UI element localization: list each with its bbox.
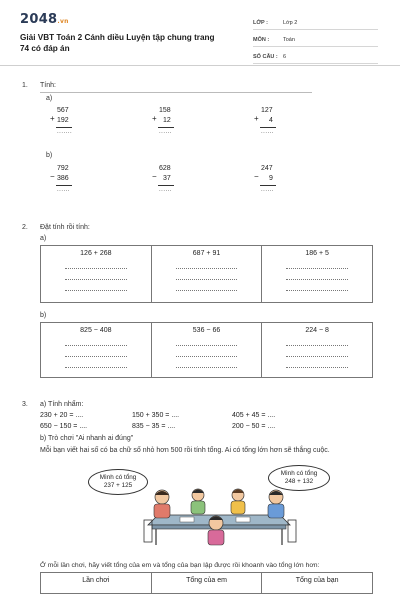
work-cell[interactable] [262, 246, 372, 302]
document-header [0, 0, 400, 66]
calc-operand-2: 192 [57, 117, 69, 124]
work-cell[interactable] [41, 246, 152, 302]
calc-line [158, 127, 174, 128]
calc-operand-2: 9 [269, 175, 273, 182]
calc-line [56, 185, 72, 186]
calc-answer-blank[interactable]: ...... [159, 187, 173, 193]
cell-expression: 687 + 91 [192, 250, 221, 257]
bubble-text: Mình có tổng [280, 470, 318, 477]
logo-suffix: .vn [57, 18, 69, 25]
table-instruction: Ở mỗi lần chơi, hãy viết tổng của em và tổng của bạn lập được rồi khoanh vào tổng lớn hơn: [40, 562, 320, 569]
speech-bubble-right [268, 465, 330, 491]
dotted-line [176, 367, 238, 368]
bubble-sum: 248 + 132 [284, 478, 314, 485]
dotted-line [286, 268, 348, 269]
table-header-friend-sum: Tổng của bạn [295, 577, 339, 584]
dotted-line [286, 345, 348, 346]
calc-operand-2: 37 [163, 175, 171, 182]
dotted-line [286, 367, 348, 368]
dotted-line [176, 345, 238, 346]
calc-sign: − [50, 172, 55, 181]
dotted-line [176, 290, 238, 291]
calc-sign: − [254, 172, 259, 181]
cell-expression: 536 − 66 [192, 327, 221, 334]
calc-operand-1: 247 [261, 165, 273, 172]
calc-answer-blank[interactable]: ...... [159, 129, 173, 135]
calc-line [158, 185, 174, 186]
table-header-round: Lần chơi [41, 573, 152, 593]
work-cell[interactable] [152, 323, 263, 377]
calc-answer-blank[interactable]: ...... [57, 187, 71, 193]
dotted-line [286, 290, 348, 291]
question-1-number: 1. [22, 82, 28, 89]
meta-row-class [253, 16, 378, 30]
cell-expression: 825 − 408 [80, 327, 112, 334]
dotted-line [65, 367, 127, 368]
meta-key: MÔN : [253, 36, 270, 43]
cell-expression: 224 − 8 [305, 327, 329, 334]
speech-bubble-left [88, 469, 148, 495]
game-results-table [40, 572, 373, 594]
dotted-line [286, 279, 348, 280]
calc-answer-blank[interactable]: ...... [261, 129, 275, 135]
calc-sign: + [152, 114, 157, 123]
work-cell[interactable] [152, 246, 263, 302]
dotted-line [65, 345, 127, 346]
question-3-part-a-label: a) Tính nhẩm: [40, 401, 84, 408]
logo-text: 2048 [20, 12, 58, 27]
question-1-part-a-label: a) [46, 95, 53, 102]
dotted-line [176, 279, 238, 280]
meta-value: Toán [283, 36, 295, 43]
calc-operand-2: 12 [163, 117, 171, 124]
meta-row-subject [253, 33, 378, 47]
cell-expression: 126 + 268 [80, 250, 112, 257]
question-2-number: 2. [22, 224, 28, 231]
calc-operand-1: 567 [57, 107, 69, 114]
mental-math-item: 405 + 45 = .... [232, 412, 276, 419]
classroom-illustration [99, 465, 318, 547]
calc-operand-2: 386 [57, 175, 69, 182]
calc-answer-blank[interactable]: ...... [261, 187, 275, 193]
game-description: Mỗi bạn viết hai số có ba chữ số nhỏ hơn 500 rồi tính tổng. Ai có tổng lớn hơn sẽ thắng cuộc. [40, 447, 330, 454]
cell-expression: 186 + 5 [305, 250, 329, 257]
calc-operand-1: 158 [159, 107, 171, 114]
mental-math-item: 835 − 35 = .... [132, 423, 176, 430]
calc-operand-1: 792 [57, 165, 69, 172]
bubble-text: Mình có tổng [99, 474, 137, 481]
meta-key: SỐ CÂU : [253, 53, 278, 60]
meta-value: 6 [283, 53, 287, 60]
dotted-line [286, 356, 348, 357]
site-logo[interactable] [20, 12, 69, 27]
dotted-line [65, 268, 127, 269]
dotted-line [65, 279, 127, 280]
table-header-my-sum: Tổng của em [152, 573, 263, 593]
meta-row-count [253, 50, 378, 64]
question-1-underline [40, 92, 312, 93]
question-2-part-b-label: b) [40, 312, 47, 319]
dotted-line [176, 268, 238, 269]
mental-math-item: 200 − 50 = .... [232, 423, 276, 430]
mental-math-item: 150 + 350 = .... [132, 412, 180, 419]
question-1-title: Tính: [40, 82, 56, 89]
calc-line [56, 127, 72, 128]
dotted-line [65, 290, 127, 291]
bubble-sum: 237 + 125 [103, 482, 133, 489]
calc-line [260, 185, 276, 186]
calc-sign: + [50, 114, 55, 123]
document-title: Giải VBT Toán 2 Cánh diều Luyện tập chung trang 74 có đáp án [20, 33, 215, 53]
question-1-part-b-label: b) [46, 152, 53, 159]
document-meta [253, 16, 378, 67]
calc-operand-1: 127 [261, 107, 273, 114]
mental-math-item: 230 + 20 = .... [40, 412, 84, 419]
calc-line [260, 127, 276, 128]
question-2a-grid [40, 245, 373, 303]
dotted-line [65, 356, 127, 357]
meta-key: LỚP : [253, 19, 268, 26]
mental-math-item: 650 − 150 = .... [40, 423, 88, 430]
calc-sign: − [152, 172, 157, 181]
question-2-title: Đặt tính rồi tính: [40, 224, 90, 231]
dotted-line [176, 356, 238, 357]
calc-operand-1: 628 [159, 165, 171, 172]
calc-operand-2: 4 [269, 117, 273, 124]
meta-value: Lớp 2 [283, 19, 298, 26]
question-3-number: 3. [22, 401, 28, 408]
calc-answer-blank[interactable]: ....... [57, 129, 73, 135]
question-2-part-a-label: a) [40, 235, 47, 242]
work-cell[interactable] [41, 323, 152, 377]
question-3-part-b-label: b) Trò chơi "Ai nhanh ai đúng" [40, 435, 134, 442]
question-2b-grid [40, 322, 373, 378]
work-cell[interactable] [262, 323, 372, 377]
calc-sign: + [254, 114, 259, 123]
